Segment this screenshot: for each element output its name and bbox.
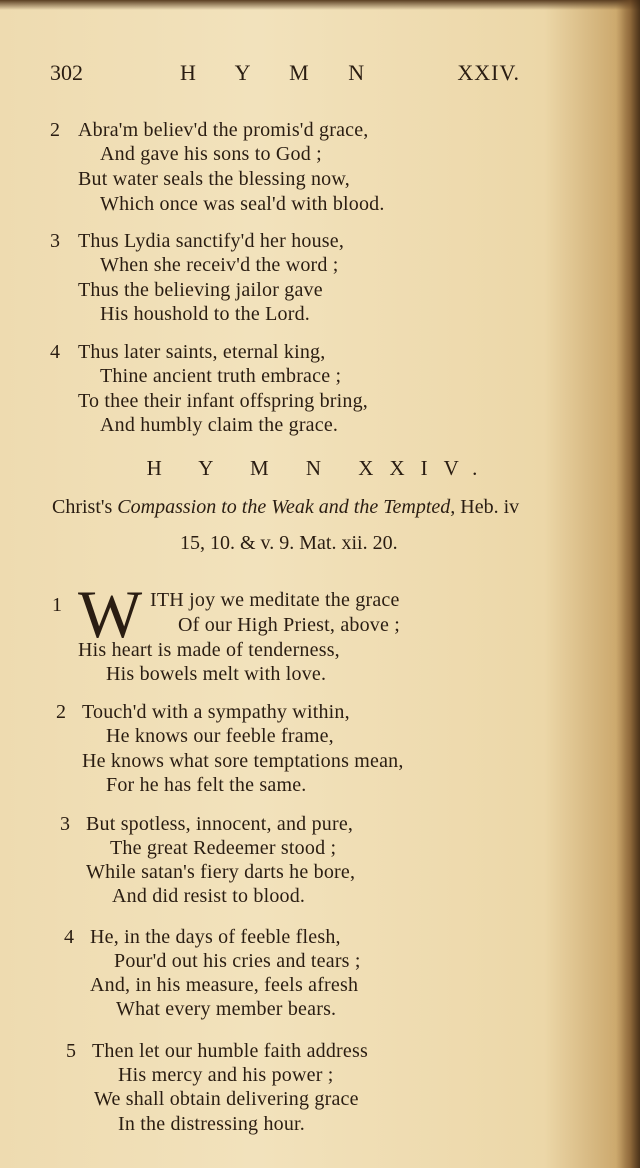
verse-number: 4 [50, 341, 61, 363]
verse-line: Pour'd out his cries and tears ; [114, 950, 361, 972]
verse-line: Thine ancient truth embrace ; [100, 365, 342, 387]
verse-line: He, in the days of feeble flesh, [90, 926, 341, 948]
verse-line: In the distressing hour. [118, 1113, 306, 1135]
verse-number: 5 [66, 1040, 77, 1062]
verse-line: Thus Lydia sanctify'd her house, [78, 230, 345, 252]
verse-number: 2 [56, 701, 67, 723]
verse-line: He knows what sore temptations mean, [82, 750, 404, 772]
verse-line: The great Redeemer stood ; [110, 837, 337, 859]
verse-line: Thus later saints, eternal king, [78, 341, 326, 363]
verse-line: We shall obtain delivering grace [94, 1088, 359, 1110]
verse-line: His houshold to the Lord. [100, 303, 310, 325]
verse-line: And, in his measure, feels afresh [90, 974, 359, 996]
verse-line: For he has felt the same. [106, 774, 307, 796]
page-top-edge [0, 0, 640, 10]
verse-line: But water seals the blessing now, [78, 168, 350, 190]
verse-line: Which once was seal'd with blood. [100, 193, 385, 215]
verse-line: Thus the believing jailor gave [78, 279, 323, 301]
verse-line: And humbly claim the grace. [100, 414, 339, 436]
page-number: 302 [50, 60, 83, 85]
hymn-subtitle-line2: 15, 10. & v. 9. Mat. xii. 20. [180, 532, 398, 554]
subtitle-italic: Compassion to the Weak and the Tempted, [117, 496, 456, 518]
verse-line: His mercy and his power ; [118, 1064, 334, 1086]
running-head-number: XXIV. [457, 60, 520, 85]
verse-line: He knows our feeble frame, [106, 725, 334, 747]
hymn-title: H Y M N XXIV. [146, 456, 494, 480]
verse-line: But spotless, innocent, and pure, [86, 813, 354, 835]
running-header [50, 60, 520, 90]
verse-line: When she receiv'd the word ; [100, 254, 339, 276]
subtitle-ref: Heb. iv [460, 496, 520, 518]
drop-cap: W [78, 576, 143, 652]
verse-line: His bowels melt with love. [106, 663, 327, 685]
verse-line: Of our High Priest, above ; [178, 614, 401, 636]
verse-line: And gave his sons to God ; [100, 143, 322, 165]
subtitle-lead: Christ's [52, 496, 113, 518]
verse-line: His heart is made of tenderness, [78, 639, 340, 661]
verse-line: Touch'd with a sympathy within, [82, 701, 350, 723]
verse-number: 3 [60, 813, 71, 835]
verse-number: 1 [52, 594, 63, 616]
verse-line: While satan's fiery darts he bore, [86, 861, 356, 883]
verse-line: Abra'm believ'd the promis'd grace, [78, 119, 369, 141]
verse-line: And did resist to blood. [112, 885, 306, 907]
verse-line: Then let our humble faith address [92, 1040, 368, 1062]
verse-line: ITH joy we meditate the grace [150, 589, 400, 611]
page-gutter-shadow [616, 0, 640, 1168]
verse-number: 4 [64, 926, 75, 948]
running-head-title: H Y M N [180, 60, 382, 85]
verse-number: 3 [50, 230, 61, 252]
verse-number: 2 [50, 119, 61, 141]
verse-line: To thee their infant offspring bring, [78, 390, 369, 412]
verse-line: What every member bears. [116, 998, 337, 1020]
hymn-subtitle [52, 496, 519, 519]
